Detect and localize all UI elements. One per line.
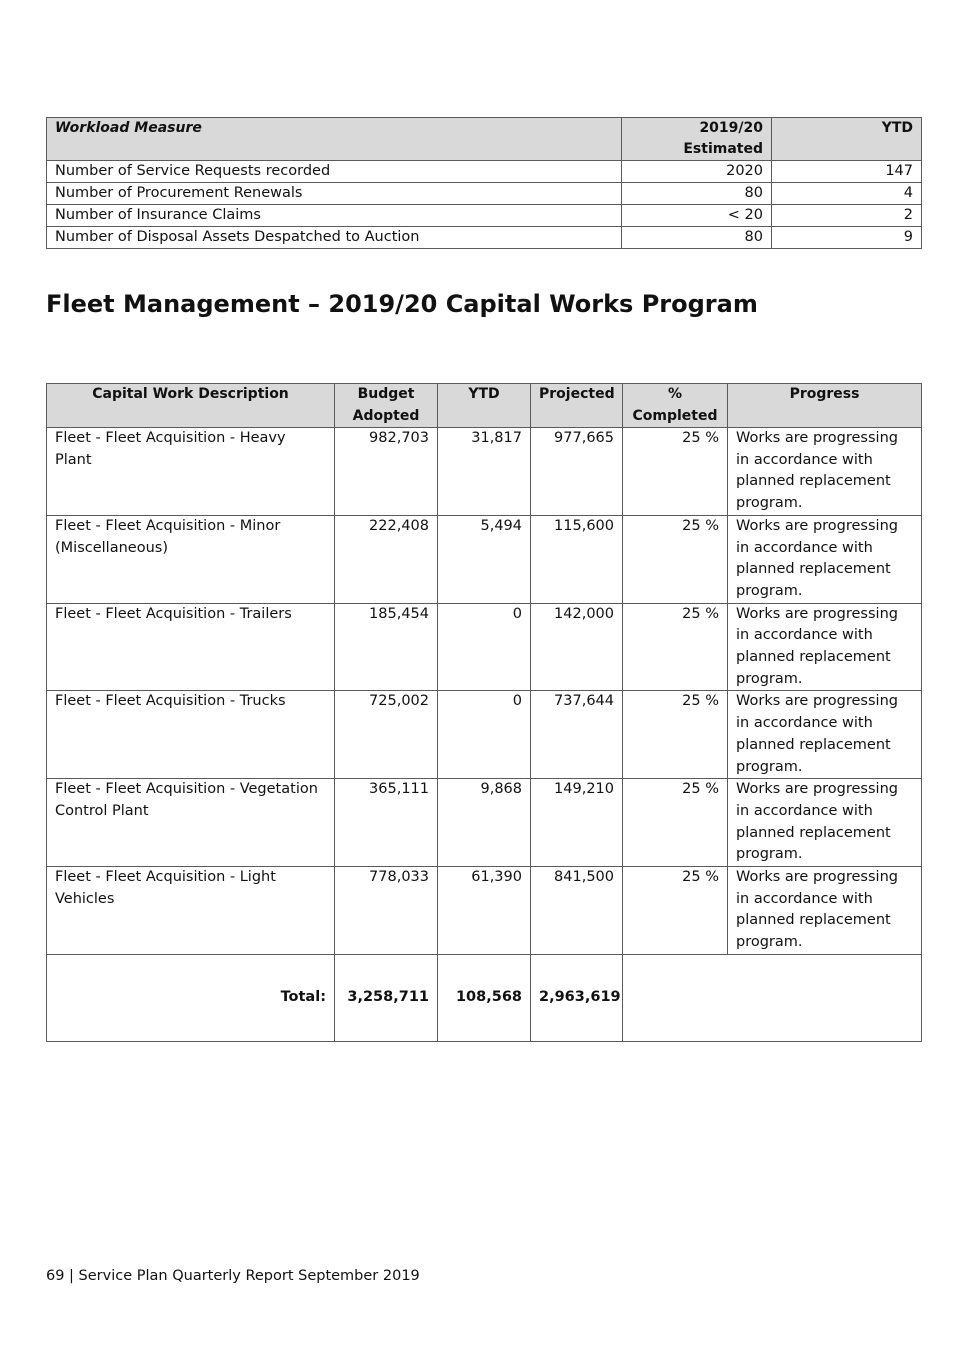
capital-completed-cell: 25 %	[623, 691, 728, 779]
section-title: Fleet Management – 2019/20 Capital Works Program	[46, 290, 758, 318]
capital-projected-cell: 737,644	[531, 691, 623, 779]
capital-description-cell: Fleet - Fleet Acquisition - Trucks	[47, 691, 335, 779]
total-ytd: 108,568	[438, 954, 531, 1041]
capital-header-budget: Budget Adopted	[335, 384, 438, 428]
capital-description-cell: Fleet - Fleet Acquisition - Heavy Plant	[47, 428, 335, 516]
capital-progress-cell: Works are progressing in accordance with planned replacement program.	[728, 515, 922, 603]
workload-estimated-cell: < 20	[622, 205, 772, 227]
table-row	[47, 515, 922, 603]
capital-ytd-cell: 0	[438, 603, 531, 691]
workload-ytd-cell: 4	[772, 183, 922, 205]
capital-header-ytd: YTD	[438, 384, 531, 428]
capital-completed-cell: 25 %	[623, 867, 728, 955]
capital-projected-cell: 977,665	[531, 428, 623, 516]
capital-description-cell: Fleet - Fleet Acquisition - Trailers	[47, 603, 335, 691]
capital-ytd-cell: 5,494	[438, 515, 531, 603]
capital-description-cell: Fleet - Fleet Acquisition - Minor (Miscellaneous)	[47, 515, 335, 603]
workload-ytd-cell: 147	[772, 161, 922, 183]
total-blank-cell	[623, 954, 922, 1041]
capital-budget-cell: 365,111	[335, 779, 438, 867]
capital-ytd-cell: 31,817	[438, 428, 531, 516]
table-row	[47, 161, 922, 183]
workload-header-row	[47, 118, 922, 161]
capital-completed-cell: 25 %	[623, 515, 728, 603]
capital-budget-cell: 222,408	[335, 515, 438, 603]
capital-progress-cell: Works are progressing in accordance with planned replacement program.	[728, 867, 922, 955]
capital-progress-cell: Works are progressing in accordance with planned replacement program.	[728, 691, 922, 779]
capital-budget-cell: 982,703	[335, 428, 438, 516]
workload-measure-table	[46, 117, 922, 249]
table-row	[47, 428, 922, 516]
table-row	[47, 205, 922, 227]
capital-progress-cell: Works are progressing in accordance with planned replacement program.	[728, 603, 922, 691]
table-row	[47, 691, 922, 779]
table-row	[47, 227, 922, 249]
total-projected: 2,963,619	[531, 954, 623, 1041]
capital-progress-cell: Works are progressing in accordance with planned replacement program.	[728, 779, 922, 867]
capital-ytd-cell: 0	[438, 691, 531, 779]
table-row	[47, 183, 922, 205]
capital-header-projected: Projected	[531, 384, 623, 428]
table-row	[47, 867, 922, 955]
workload-estimated-cell: 2020	[622, 161, 772, 183]
capital-ytd-cell: 61,390	[438, 867, 531, 955]
page-footer: 69 | Service Plan Quarterly Report September 2019	[46, 1268, 420, 1284]
capital-header-description: Capital Work Description	[47, 384, 335, 428]
workload-header-estimated: 2019/20 Estimated	[622, 118, 772, 161]
capital-header-completed: % Completed	[623, 384, 728, 428]
workload-measure-cell: Number of Disposal Assets Despatched to Auction	[47, 227, 622, 249]
capital-completed-cell: 25 %	[623, 603, 728, 691]
capital-projected-cell: 149,210	[531, 779, 623, 867]
capital-budget-cell: 185,454	[335, 603, 438, 691]
table-row	[47, 779, 922, 867]
total-budget: 3,258,711	[335, 954, 438, 1041]
capital-description-cell: Fleet - Fleet Acquisition - Vegetation Control Plant	[47, 779, 335, 867]
capital-header-progress: Progress	[728, 384, 922, 428]
capital-works-table	[46, 383, 922, 1042]
workload-ytd-cell: 2	[772, 205, 922, 227]
workload-header-measure: Workload Measure	[47, 118, 622, 161]
capital-header-row	[47, 384, 922, 428]
workload-estimated-cell: 80	[622, 227, 772, 249]
capital-projected-cell: 841,500	[531, 867, 623, 955]
total-row	[47, 954, 922, 1041]
capital-completed-cell: 25 %	[623, 779, 728, 867]
capital-projected-cell: 142,000	[531, 603, 623, 691]
workload-header-ytd: YTD	[772, 118, 922, 161]
workload-measure-cell: Number of Service Requests recorded	[47, 161, 622, 183]
workload-measure-cell: Number of Insurance Claims	[47, 205, 622, 227]
workload-estimated-cell: 80	[622, 183, 772, 205]
capital-projected-cell: 115,600	[531, 515, 623, 603]
workload-ytd-cell: 9	[772, 227, 922, 249]
capital-description-cell: Fleet - Fleet Acquisition - Light Vehicles	[47, 867, 335, 955]
capital-ytd-cell: 9,868	[438, 779, 531, 867]
capital-budget-cell: 725,002	[335, 691, 438, 779]
workload-measure-cell: Number of Procurement Renewals	[47, 183, 622, 205]
total-label: Total:	[47, 954, 335, 1041]
table-row	[47, 603, 922, 691]
capital-progress-cell: Works are progressing in accordance with planned replacement program.	[728, 428, 922, 516]
capital-budget-cell: 778,033	[335, 867, 438, 955]
capital-completed-cell: 25 %	[623, 428, 728, 516]
